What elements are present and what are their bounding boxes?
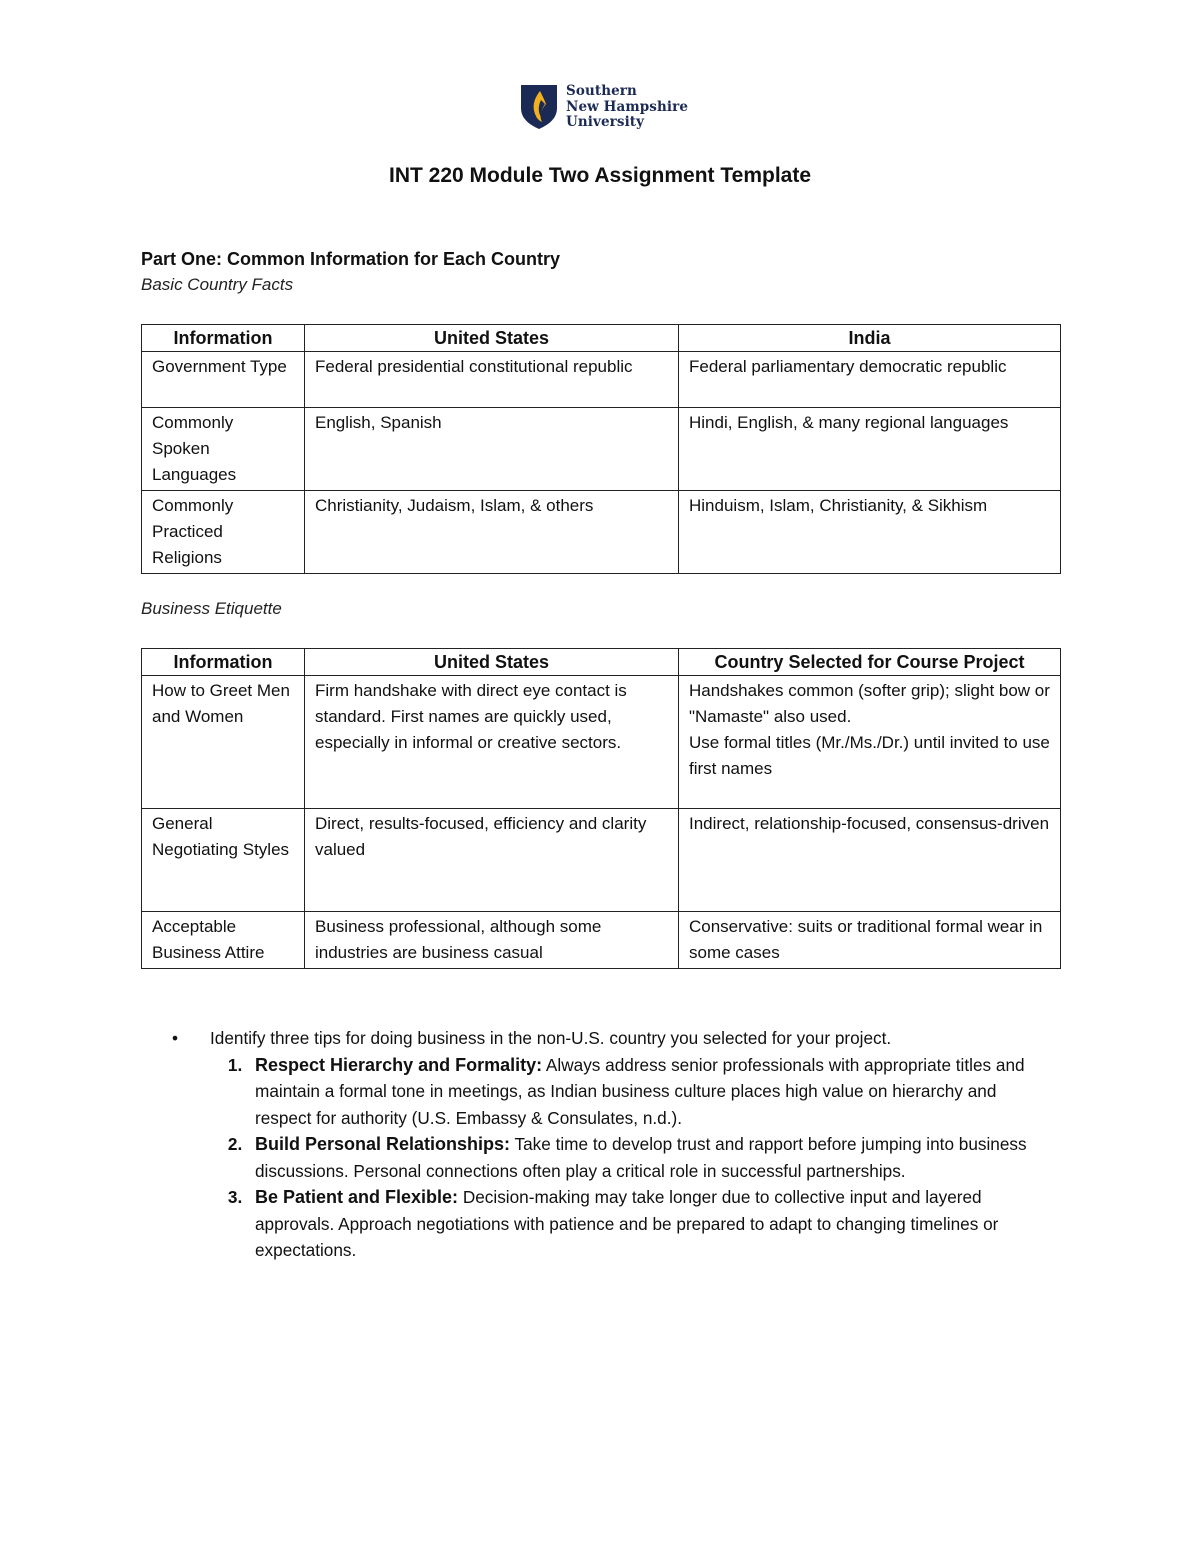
table-row [142,352,1061,408]
basic-facts-table [141,324,1061,574]
table-row [142,809,1061,912]
table-row [142,676,1061,809]
country-cell: Conservative: suits or traditional formal wear in some cases [679,912,1061,969]
logo-line-1: Southern [566,83,637,99]
business-etiquette-subheading: Business Etiquette [141,599,282,618]
row-label: How to Greet Men and Women [142,676,305,809]
us-cell: Christianity, Judaism, Islam, & others [305,491,679,574]
country-cell [679,676,1061,809]
table-row [142,912,1061,969]
column-header: Country Selected for Course Project [679,649,1061,676]
tip-text: Decision-making may take longer due to collective input and layered approvals. Approach negotiations with patience and be prepared to adapt to changing timelines or expectations. [255,1187,999,1260]
tip-text: Take time to develop trust and rapport before jumping into business discussions. Personal connections often play a critical role in successful partnerships. [255,1134,1027,1181]
country-cell: Hinduism, Islam, Christianity, & Sikhism [679,491,1061,574]
tip-title: Be Patient and Flexible: [255,1187,459,1207]
column-header: Information [142,649,305,676]
logo-wordmark [566,84,688,131]
document-title: INT 220 Module Two Assignment Template [389,164,811,187]
shield-flame-icon [520,84,558,130]
table-row [142,491,1061,574]
column-header: United States [305,325,679,352]
part-one-heading: Part One: Common Information for Each Country [141,249,561,269]
tip-title: Build Personal Relationships: [255,1134,511,1154]
us-cell: English, Spanish [305,408,679,491]
tips-section [172,1025,1072,1264]
university-logo [520,84,688,131]
us-cell: Firm handshake with direct eye contact is standard. First names are quickly used, especially in informal or creative sectors. [305,676,679,809]
list-item [247,1131,1057,1184]
logo-line-3: University [566,114,645,130]
country-cell: Federal parliamentary democratic republic [679,352,1061,408]
tip-title: Respect Hierarchy and Formality: [255,1054,543,1075]
row-label: Commonly Practiced Religions [142,491,305,574]
column-header: Information [142,325,305,352]
country-cell-line: Use formal titles (Mr./Ms./Dr.) until invited to use first names [689,733,1050,778]
country-cell: Indirect, relationship-focused, consensus-driven [679,809,1061,912]
bullet-item [172,1025,1072,1052]
country-cell-line: Handshakes common (softer grip); slight bow or "Namaste" also used. [689,681,1050,726]
row-label: General Negotiating Styles [142,809,305,912]
business-etiquette-table [141,648,1061,969]
country-cell: Hindi, English, & many regional languages [679,408,1061,491]
table-row [142,408,1061,491]
table-header-row [142,325,1061,352]
tips-prompt: Identify three tips for doing business in the non-U.S. country you selected for your project. [210,1028,892,1048]
tip-text: Always address senior professionals with appropriate titles and maintain a formal tone in meetings, as Indian business culture places high value on hierarchy and respect for authority (U.S. Embassy & Consulates, n.d.). [255,1054,1025,1128]
table-header-row [142,649,1061,676]
logo-line-2: New Hampshire [566,98,689,115]
list-item [247,1052,1057,1132]
row-label: Acceptable Business Attire [142,912,305,969]
tips-list [172,1052,1057,1264]
column-header: India [679,325,1061,352]
us-cell: Business professional, although some industries are business casual [305,912,679,969]
list-item [247,1184,1057,1264]
column-header: United States [305,649,679,676]
us-cell: Federal presidential constitutional republic [305,352,679,408]
row-label: Commonly Spoken Languages [142,408,305,491]
bullet-marker: • [172,1028,179,1048]
row-label: Government Type [142,352,305,408]
us-cell: Direct, results-focused, efficiency and clarity valued [305,809,679,912]
basic-facts-subheading: Basic Country Facts [141,275,294,294]
